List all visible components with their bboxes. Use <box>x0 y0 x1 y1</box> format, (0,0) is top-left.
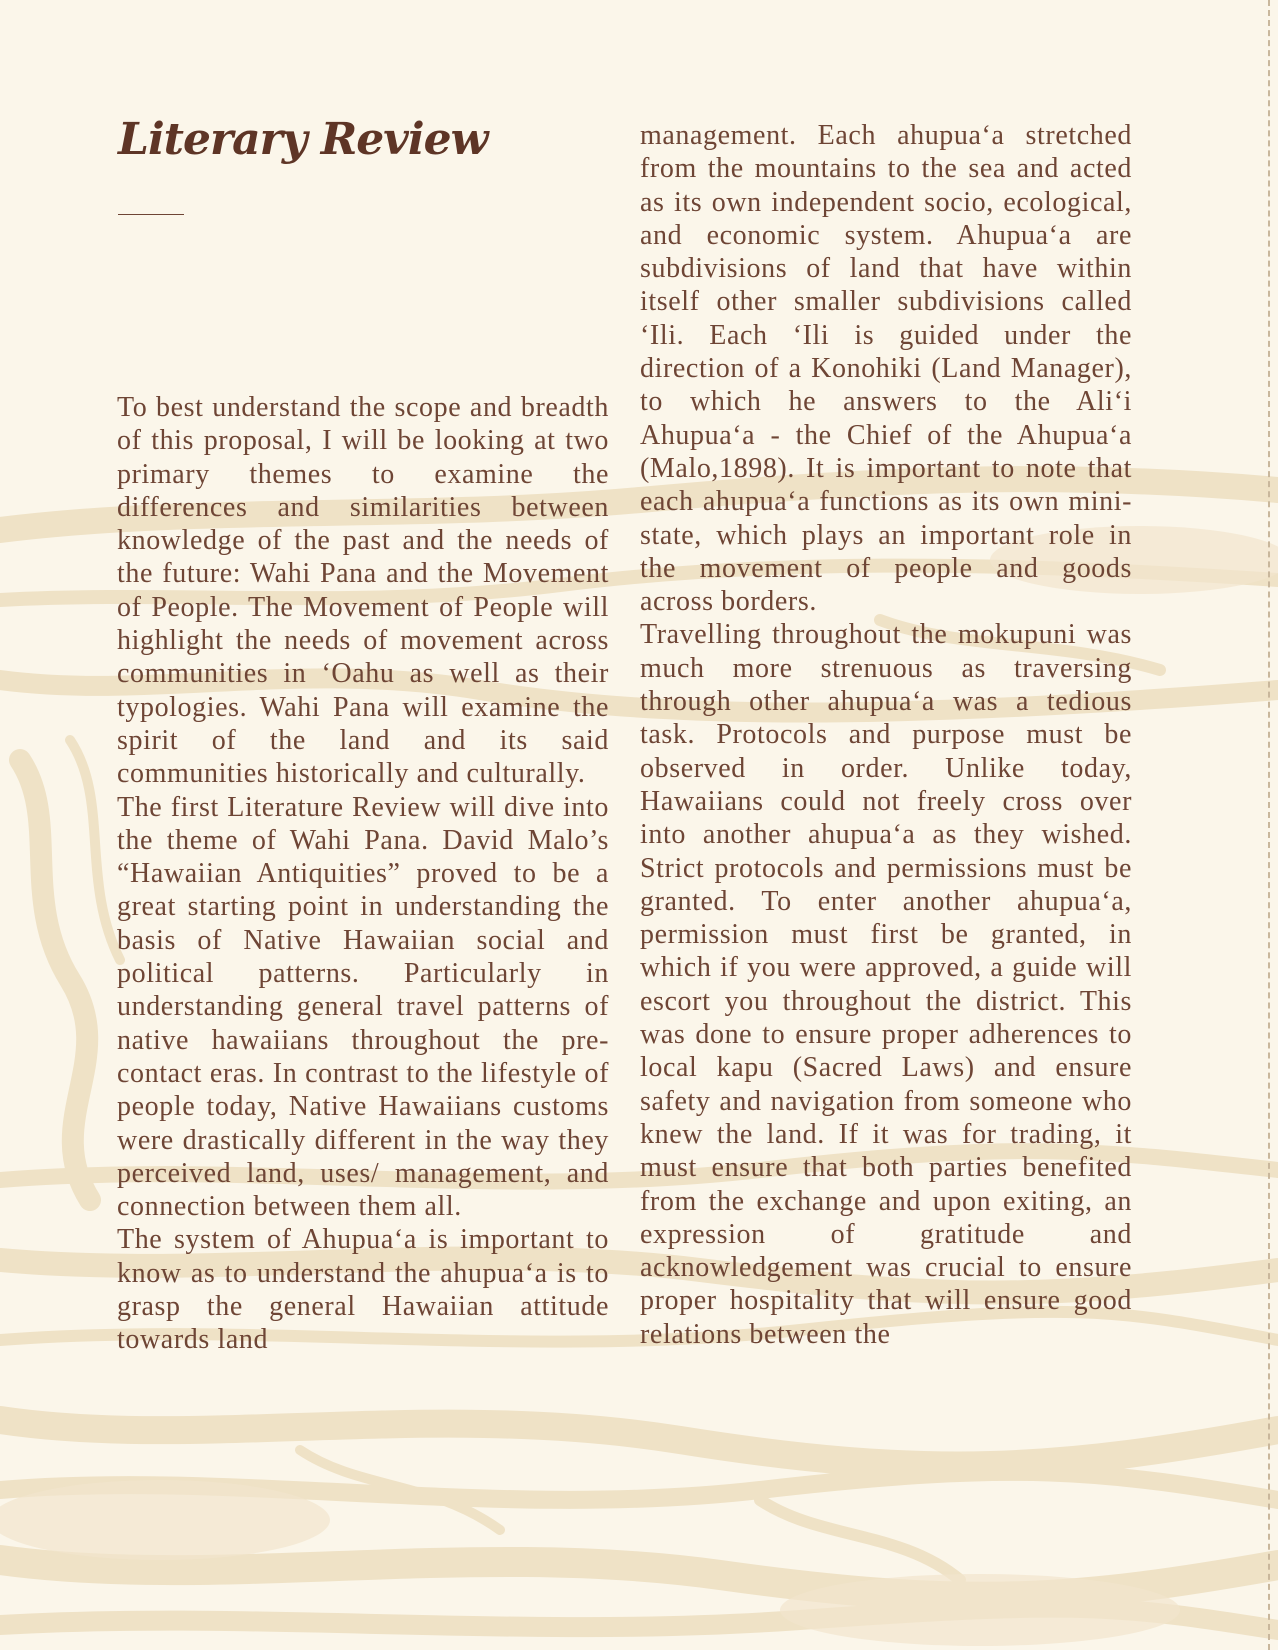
right-text-column <box>640 119 1132 1351</box>
left-paragraph-3: The system of Ahupuaʻa is important to know as to understand the ahupuaʻa is to grasp the general Hawaiian attitude towards land <box>117 1224 609 1356</box>
left-paragraph-2: The first Literature Review will dive into the theme of Wahi Pana. David Malo’s “Hawaiian Antiquities” proved to be a great starting point in understanding the basis of Native Hawaiian social and political patterns. Particularly in understanding general travel patterns of native hawaiians throughout the pre-contact eras. In contrast to the lifestyle of people today, Native Hawaiians customs were drastically different in the way they perceived land, uses/ management, and connection between them all. <box>117 791 609 1223</box>
right-paragraph-2: Travelling throughout the mokupuni was much more strenuous as traversing through other ahupuaʻa was a tedious task. Protocols and purpose must be observed in order. Unlike today, Hawaiians could not freely cross over into another ahupuaʻa as they wished. Strict protocols and permissions must be granted. To enter another ahupuaʻa, permission must first be granted, in which if you were approved, a guide will escort you throughout the district. This was done to ensure proper adherences to local kapu (Sacred Laws) and ensure safety and navigation from someone who knew the land. If it was for trading, it must ensure that both parties benefited from the exchange and upon exiting, an expression of gratitude and acknowledgement was crucial to ensure proper hospitality that will ensure good relations between the <box>640 619 1132 1350</box>
page-heading: Literary Review <box>118 114 488 165</box>
left-paragraph-1: To best understand the scope and breadth of this proposal, I will be looking at two primary themes to examine the differences and similarities between knowledge of the past and the needs of the future: Wahi Pana and the Movement of People. The Movement of People will highlight the needs of movement across communities in ʻOahu as well as their typologies. Wahi Pana will examine the spirit of the land and its said communities historically and culturally. <box>117 392 609 790</box>
page-edge-dashed-line <box>1268 0 1270 1650</box>
left-text-column <box>117 391 609 1357</box>
right-paragraph-1: management. Each ahupuaʻa stretched from the mountains to the sea and acted as its own independent socio, ecological, and economic system. Ahupuaʻa are subdivisions of land that have within itself other smaller subdivisions called ʻIli. Each ʻIli is guided under the direction of a Konohiki (Land Manager), to which he answers to the Ali‘i Ahupuaʻa - the Chief of the Ahupuaʻa (Malo,1898). It is important to note that each ahupuaʻa functions as its own mini-state, which plays an important role in the movement of people and goods across borders. <box>640 120 1132 618</box>
heading-underline-rule <box>118 214 184 215</box>
